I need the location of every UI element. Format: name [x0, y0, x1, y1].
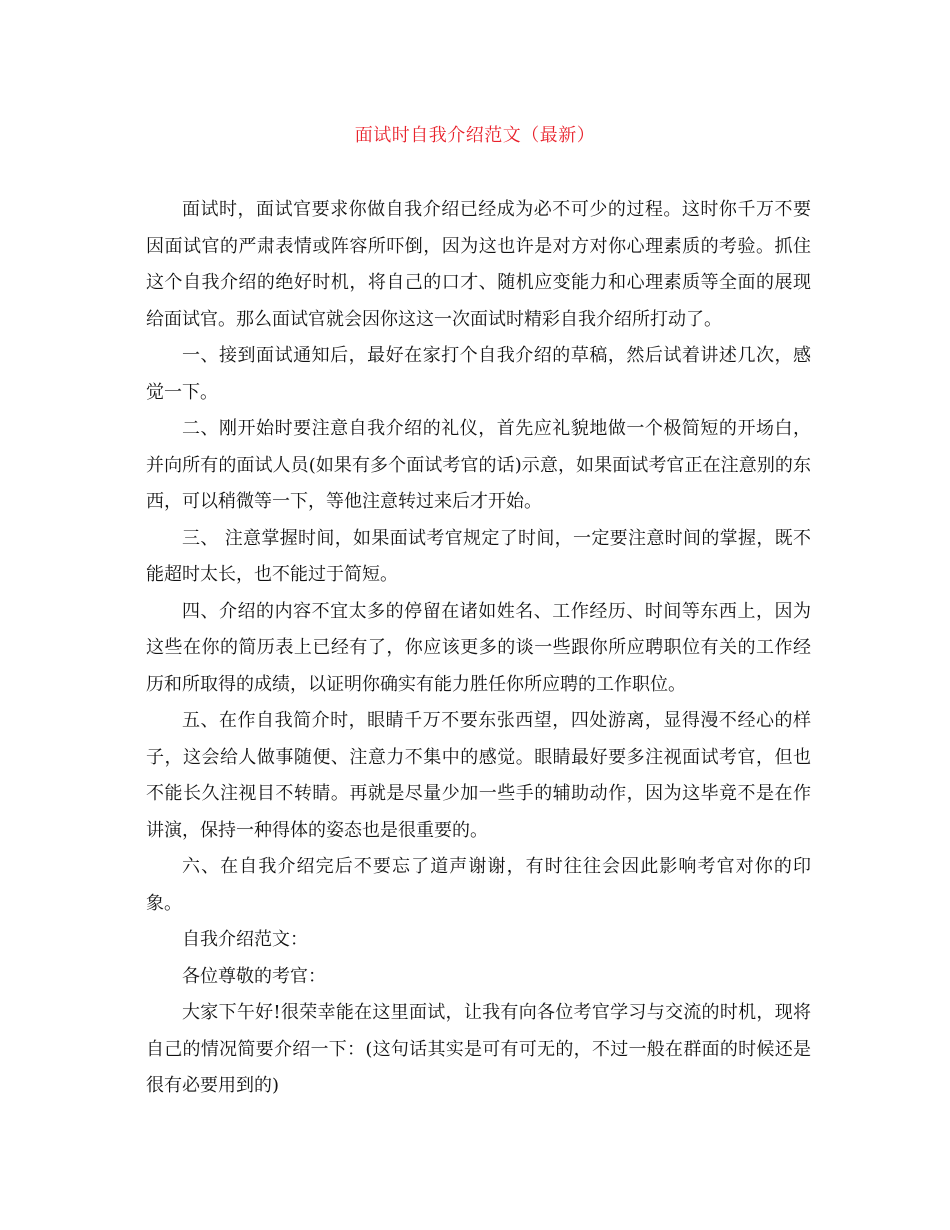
paragraph-intro: 面试时，面试官要求你做自我介绍已经成为必不可少的过程。这时你千万不要因面试官的严肃表情或阵容所吓倒，因为这也许是对方对你心理素质的考验。抓住这个自我介绍的绝好时机，将自己的口才、随机应变能力和心理素质等全面的展现给面试官。那么面试官就会因你这这一次面试时精彩自我介绍所打动了。 — [146, 199, 811, 330]
paragraph-tip-2: 二、刚开始时要注意自我介绍的礼仪，首先应礼貌地做一个极简短的开场白，并向所有的面试人员(如果有多个面试考官的话)示意，如果面试考官正在注意别的东西，可以稍微等一下，等他注意转过来后才开始。 — [146, 418, 811, 512]
paragraph-tip-5: 五、在作自我简介时，眼睛千万不要东张西望，四处游离，显得漫不经心的样子，这会给人做事随便、注意力不集中的感觉。眼睛最好要多注视面试考官，但也不能长久注视目不转睛。再就是尽量少加一些手的辅助动作，因为这毕竟不是在作讲演，保持一种得体的姿态也是很重要的。 — [146, 710, 811, 841]
paragraph-tip-6: 六、在自我介绍完后不要忘了道声谢谢，有时往往会因此影响考官对你的印象。 — [146, 856, 811, 914]
sample-heading: 自我介绍范文： — [182, 929, 308, 950]
page-title: 面试时自我介绍范文（最新） — [354, 125, 596, 146]
sample-opening: 大家下午好!很荣幸能在这里面试，让我有向各位考官学习与交流的时机，现将自己的情况简要介绍一下：(这句话其实是可有可无的，不过一般在群面的时候还是很有必要用到的) — [146, 1002, 811, 1096]
paragraph-tip-3: 三、 注意掌握时间，如果面试考官规定了时间，一定要注意时间的掌握，既不能超时太长，也不能过于简短。 — [146, 527, 811, 585]
document-body — [146, 192, 811, 1105]
paragraph-tip-4: 四、介绍的内容不宜太多的停留在诸如姓名、工作经历、时间等东西上，因为这些在你的简历表上已经有了，你应该更多的谈一些跟你所应聘职位有关的工作经历和所取得的成绩，以证明你确实有能力胜任你所应聘的工作职位。 — [146, 600, 811, 695]
sample-salutation: 各位尊敬的考官： — [182, 965, 326, 987]
paragraph-tip-1: 一、接到面试通知后，最好在家打个自我介绍的草稿，然后试着讲述几次，感觉一下。 — [146, 345, 811, 403]
